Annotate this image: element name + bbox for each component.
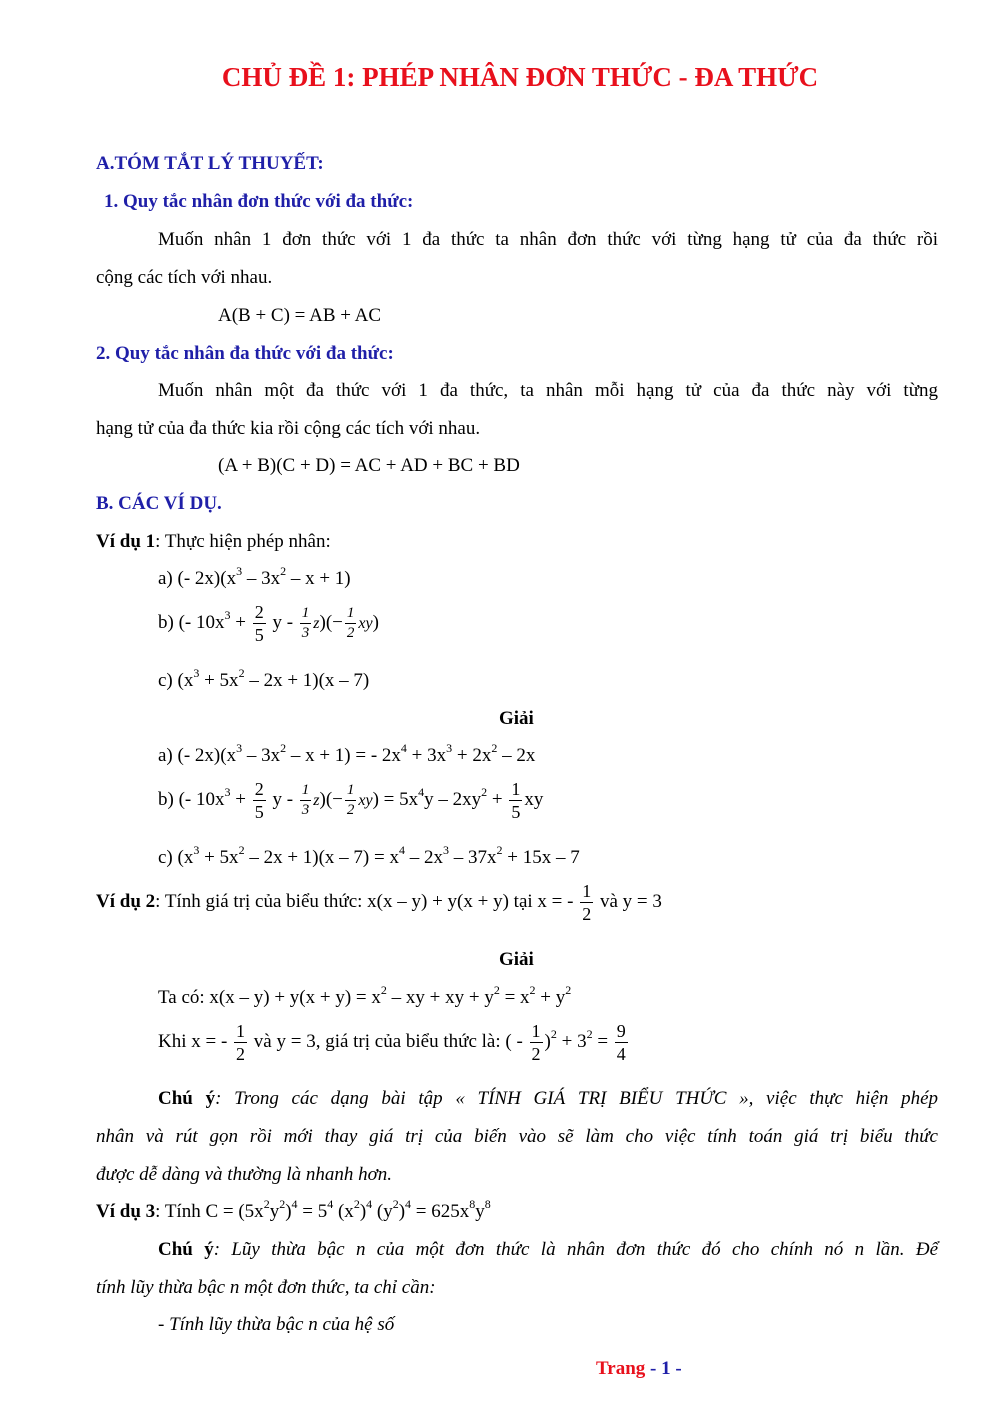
note1-line2: nhân và rút gọn rồi mới thay giá trị của biến vào sẽ làm cho việc tính toán giá trị biểu thức xyxy=(96,1126,938,1147)
example3-text: : Tính C = (5x xyxy=(155,1201,264,1222)
solution2-when: Khi x = - xyxy=(158,1030,228,1052)
rule2-formula: (A + B)(C + D) = AC + AD + BC + BD xyxy=(218,455,520,476)
solution2-line2: Khi x = - $\frac{1}{2}$ và y = 3, giá trị của biểu thức là: ( - $\frac{1}{2}$ )$^2 + 3^2$ = $\frac{9}{4}$ xyxy=(158,1021,626,1064)
example1-c: c) $(x^3 + 5x^2 - 2x + 1)(x - 7)$ xyxy=(158,666,370,691)
example1-a: a) (- $2x)(x^3 - 3x^2 - x + 1)$ xyxy=(158,564,351,589)
section-a-heading: A.TÓM TẮT LÝ THUYẾT: xyxy=(96,153,324,174)
note2-line3: - Tính lũy thừa bậc n của hệ số xyxy=(158,1314,395,1335)
solution2-line1: Ta có: $x(x - y) + y(x + y) = x^2$ – xy + xy + $y^2 = x^2 + y^2$ xyxy=(158,983,572,1008)
page-title: CHỦ ĐỀ 1: PHÉP NHÂN ĐƠN THỨC - ĐA THỨC xyxy=(221,62,819,92)
rule1-text-line2: cộng các tích với nhau. xyxy=(96,267,273,288)
solution1-b: b) (- $10x^3$ + $\frac{2}{5}$ y - $\frac{1}{3}$ z)(− $\frac{1}{2}$ $xy) = 5x^4y - 2xy^2$ + $\frac{1}{5}$ xy xyxy=(158,779,544,822)
rule2-heading: 2. Quy tắc nhân đa thức với đa thức: xyxy=(96,343,394,364)
rule2-text-line2: hạng tử của đa thức kia rồi cộng các tích với nhau. xyxy=(96,418,481,439)
example1-text: : Thực hiện phép nhân: xyxy=(155,531,331,552)
solution2-line1-text: Ta có: x(x – y) + y(x + y) = x xyxy=(158,987,381,1008)
rule2-text-line1: Muốn nhân một đa thức với 1 đa thức, ta nhân mỗi hạng tử của đa thức này với từng xyxy=(158,380,938,401)
example3-label: Ví dụ 3 xyxy=(96,1201,156,1222)
page-footer xyxy=(596,1358,682,1380)
example2-text: : Tính giá trị của biểu thức: x(x – y) + y(x + y) tại x = - xyxy=(155,890,574,912)
solution2-when2: và y = 3, giá trị của biểu thức là: ( - xyxy=(253,1030,523,1052)
note2-line2: tính lũy thừa bậc n một đơn thức, ta chỉ cần: xyxy=(96,1277,436,1298)
solution1-c: c) $(x^3 + 5x^2 - 2x + 1)(x - 7) = x^4 - 2x^3 - 37x^2 + 15x - 7$ xyxy=(158,843,580,868)
example2-prompt: Ví dụ 2: Tính giá trị của biểu thức: x(x – y) + y(x + y) tại x = - $\frac{1}{2}$ và y = 3 xyxy=(96,881,662,924)
note1-line1-text: : Trong các dạng bài tập « TÍNH GIÁ TRỊ BIỂU THỨC », việc thực hiện phép xyxy=(215,1088,938,1109)
example2-and-y: và y = 3 xyxy=(599,890,662,912)
example1-label: Ví dụ 1 xyxy=(96,531,156,552)
example1-solution-heading: Giải xyxy=(499,708,534,729)
note2-line1 xyxy=(158,1239,938,1261)
rule1-text-line1: Muốn nhân 1 đơn thức với 1 đa thức ta nhân đơn thức với từng hạng tử của đa thức rồi xyxy=(158,229,938,250)
note1-line3: được dễ dàng và thường là nhanh hơn. xyxy=(96,1164,393,1185)
footer-page-number: - 1 - xyxy=(650,1358,682,1379)
example1-b: b) (- $10x^3$ + $\frac{2}{5}$ y - $\frac{1}{3}$ z)(− $\frac{1}{2}$ xy) xyxy=(158,602,379,645)
note1-line1 xyxy=(158,1088,938,1110)
note2-line1-text: : Lũy thừa bậc n của một đơn thức là nhân đơn thức đó cho chính nó n lần. Để xyxy=(213,1239,939,1260)
example2-solution-heading: Giải xyxy=(499,949,534,970)
rule1-formula: A(B + C) = AB + AC xyxy=(218,305,382,326)
example1-prompt xyxy=(96,531,331,553)
solution1-a: a) (- $2x)(x^3 - 3x^2 - x + 1)$ = - $2x^4 + 3x^3 + 2x^2 - 2x$ xyxy=(158,741,536,766)
footer-label: Trang xyxy=(596,1358,646,1379)
note2-label: Chú ý xyxy=(158,1239,214,1260)
example3-line: Ví dụ 3: Tính $C = (5x^2y^2)^4 = 5^4$ $(x^2)^4$ $(y^2)^4 = 625x^8y^8$ xyxy=(96,1197,491,1222)
example2-label: Ví dụ 2 xyxy=(96,890,156,912)
section-b-heading: B. CÁC VÍ DỤ. xyxy=(96,493,222,514)
note1-label: Chú ý xyxy=(158,1088,216,1109)
rule1-heading: 1. Quy tắc nhân đơn thức với đa thức: xyxy=(104,191,414,212)
